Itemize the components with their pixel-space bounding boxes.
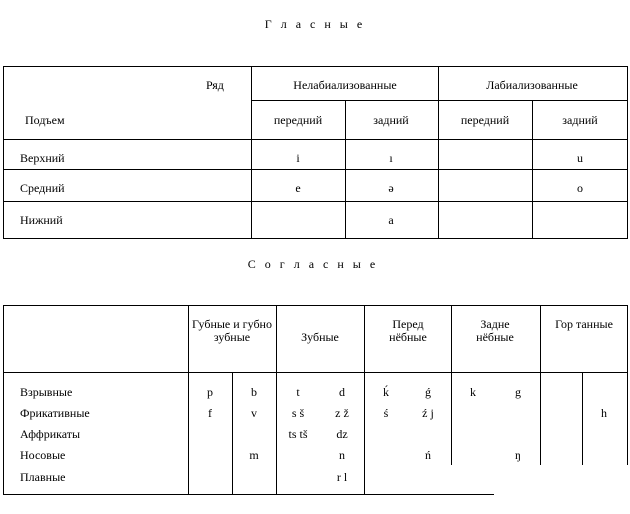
row-label: Носовые	[20, 448, 66, 462]
table-rule	[3, 201, 628, 202]
table-rule	[532, 100, 533, 239]
column-header: Гор танные	[555, 317, 613, 331]
table-cell: v	[251, 406, 257, 420]
table-rule	[540, 305, 541, 465]
group-header: Нелабиализованные	[293, 78, 397, 92]
table-cell: b	[251, 385, 257, 399]
table-cell: n	[339, 448, 345, 462]
table-rule	[364, 305, 365, 495]
table-rule	[438, 66, 439, 239]
table-rule	[582, 372, 583, 465]
vowels-title: Г л а с н ы е	[264, 17, 366, 31]
table-cell: k	[470, 385, 476, 399]
table-cell: d	[339, 385, 345, 399]
table-rule	[251, 100, 628, 101]
table-rule	[3, 372, 628, 373]
table-cell: g	[515, 385, 521, 399]
table-cell: p	[207, 385, 213, 399]
table-cell: ź j	[422, 406, 434, 420]
table-border	[3, 66, 4, 239]
table-rule	[232, 372, 233, 495]
column-header: Губные и губно зубные	[192, 317, 272, 344]
table-border	[3, 305, 4, 495]
row-label: Взрывные	[20, 385, 73, 399]
table-cell: z ž	[335, 406, 349, 420]
row-label: Средний	[20, 181, 65, 195]
table-cell: ń	[425, 448, 431, 462]
row-label: Плавные	[20, 470, 66, 484]
table-cell: a	[388, 213, 394, 227]
table-cell: m	[249, 448, 259, 462]
table-border	[627, 305, 628, 465]
table-border	[627, 66, 628, 239]
table-border	[3, 494, 494, 495]
table-rule	[451, 305, 452, 465]
table-cell: ts tš	[288, 427, 308, 441]
column-header: Задне нёбные	[476, 317, 514, 344]
table-rule	[345, 100, 346, 239]
table-cell: u	[577, 151, 583, 165]
table-cell: ǵ	[425, 385, 431, 399]
subheader: задний	[373, 113, 409, 127]
table-border	[3, 66, 628, 67]
table-cell: ḱ	[383, 385, 389, 399]
column-header: Перед нёбные	[389, 317, 427, 344]
subheader: передний	[273, 113, 323, 127]
table-cell: ə	[388, 181, 394, 195]
row-label: Верхний	[20, 151, 65, 165]
table-cell: t	[296, 385, 300, 399]
table-cell: r l	[336, 470, 348, 484]
subheader: передний	[460, 113, 510, 127]
corner-row-label: Ряд	[206, 78, 224, 92]
table-border	[3, 305, 628, 306]
table-cell: dz	[336, 427, 348, 441]
table-cell: ś	[383, 406, 389, 420]
table-cell: o	[577, 181, 583, 195]
table-cell: i	[296, 151, 300, 165]
table-cell: h	[601, 406, 607, 420]
subheader: задний	[562, 113, 598, 127]
column-header: Зубные	[301, 330, 339, 344]
row-label: Фрикативные	[20, 406, 90, 420]
row-label: Нижний	[20, 213, 63, 227]
table-cell: s š	[291, 406, 305, 420]
table-cell: e	[295, 181, 301, 195]
row-label: Аффрикаты	[20, 427, 81, 441]
table-rule	[3, 139, 628, 140]
corner-col-label: Подъем	[25, 113, 65, 127]
table-border	[3, 238, 628, 239]
group-header: Лабиализованные	[486, 78, 578, 92]
table-rule	[3, 169, 628, 170]
table-cell: f	[208, 406, 212, 420]
table-rule	[251, 66, 252, 239]
table-cell: ı	[389, 151, 393, 165]
table-cell: ŋ	[515, 448, 521, 462]
consonants-title: С о г л а с н ы е	[247, 257, 379, 271]
